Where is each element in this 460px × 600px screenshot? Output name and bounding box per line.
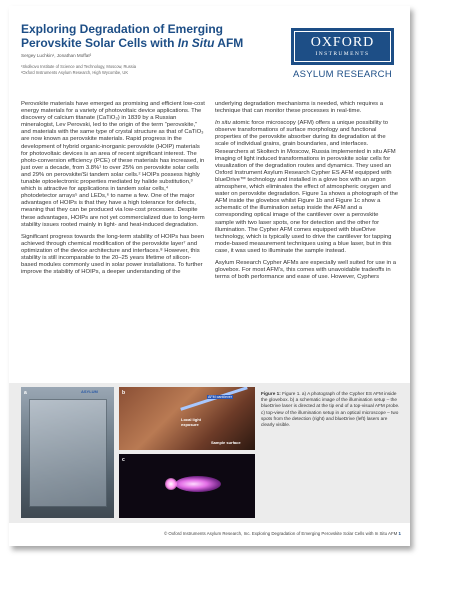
title-line-2-italic: In Situ [177, 36, 215, 50]
figure-1a-photo [21, 387, 114, 518]
callout-local-light: Local light exposure [181, 417, 201, 427]
italic-in-situ: In situ [215, 120, 231, 127]
glovebox-window [29, 399, 107, 507]
page-footer [9, 531, 401, 536]
figure-label-a: a [24, 390, 27, 396]
callout-sample-surface: Sample surface [211, 440, 241, 445]
oxford-instruments-logo [291, 28, 394, 65]
logo-oxford-text: OXFORD [310, 34, 375, 50]
title-line-1: Exploring Degradation of Emerging [21, 22, 224, 36]
logo-subtitle: ASYLUM RESEARCH [293, 69, 392, 80]
paragraph: Significant progress towards the long-term stability of HOIPs has been achieved through chemical modification of the perovskite layer⁷ and optimization of the device architecture and interfaces.⁸ However, this stability is still incomparable to the 20–25 years lifetime of silicon-based modules commonly used in solar power installations. To further improve the stability of HOIPs, a deeper understanding of the [21, 233, 205, 276]
authors: Sergey Luchkin¹, Jonathan Moffat² [21, 53, 92, 58]
body-column-right [215, 101, 399, 286]
figure-1b-schematic [119, 387, 255, 450]
cantilever-glow [175, 476, 221, 492]
page-number: 1 [398, 531, 401, 536]
paragraph: Perovskite materials have emerged as promising and efficient low-cost energy materials for a variety of photovoltaic device applications. The discovery of calcium titanate (CaTiO₃) in 1839 by a Russian mineralogist, Lev Perovski, led to the origin of the term “perovskite,” and materials with the same type of crystal structure as that of CaTiO₃ are now known as perovskite materials. Rapid progress in the development of hybrid organic-inorganic perovskite (HOIP) materials for photovoltaic devices is an area of recent significant interest. The photo-conversion efficiency (PCE) of these materials has increased, in just over a decade, from 3.8%¹ to over 25% on perovskite solar cells and 29% on perovskite/Si tandem solar cells.² HOIPs possess highly tunable optoelectronic properties mediated by halide substitution,³ which is attractive for applications in tandem solar cells,⁴ photodetector arrays⁵ and LEDs,⁶ to name a few. One of the major advantages of HOIPs is that they have a high tolerance for defects, meaning that they can be produced via low-cost processes. Despite these advantages, HOIPs are not yet commercialized due to long-term stability issues rooted mainly in light- and heat-induced degradation. [21, 101, 205, 228]
title-line-2-post: AFM [214, 36, 244, 50]
logo-instruments-text: INSTRUMENTS [315, 50, 370, 57]
title-line-2 [21, 36, 276, 50]
body-column-left [21, 101, 205, 281]
paragraph-text: atomic force microscopy (AFM) offers a unique possibility to observe transformations of surface morphology and functional properties of the perovskite absorber during its degradation at the scale of individual grains, grain boundaries, and interfaces. Researchers at Skoltech in Moscow, Russia implemented in situ AFM imaging of light induced transformations in perovskite solar cells for visualization of the degradation routes and dynamics. They used an Oxford Instrument Asylum Research Cypher ES AFM equipped with blueDrive™ technology and installed in a glove box with an argon atmosphere, which eliminates the effect of atmospheric oxygen and water on perovskite degradation. Figure 1a shows a photograph of the AFM inside the glovebox whilst Figure 1b and Figure 1c show a schematic of the illumination setup inside the AFM and a corresponding optical image of the cantilever over a perovskite sample with two laser spots, one for detection and the other for illumination. The Cypher AFM comes equipped with blueDrive technology, which is typically used to drive the cantilever for tapping mode-based measurement techniques using a blue laser, but in this case, it was used to illuminate the sample instead. [215, 120, 399, 254]
laser-spot [165, 478, 177, 490]
affiliation-1: ¹Skolkovo Institute of Science and Technology, Moscow, Russia [21, 64, 136, 69]
title-line-2-pre: Perovskite Solar Cells with [21, 36, 178, 50]
figure-1c-optical-image [119, 454, 255, 518]
document-page [9, 6, 410, 546]
caption-text: Figure 1. a) A photograph of the Cypher ES AFM inside the glovebox. b) a schematic image of the illumination setup – the blueDrive laser is directed at the tip end of a top-visual AFM probe. c) top-view of the illumination setup in an optical microscope – two spots from the detection (right) and blueDrive (left) lasers are clearly visible. [261, 391, 400, 428]
document-title [21, 22, 276, 50]
figure-caption [261, 391, 401, 428]
affiliation-2: ²Oxford Instruments Asylum Research, High Wycombe, UK [21, 70, 129, 75]
footer-text: © Oxford Instruments Asylum Research, Inc. Exploring Degradation of Emerging Perovskite Solar Cells with In Situ AFM [163, 531, 398, 536]
callout-afm-cantilever: AFM cantilever [208, 395, 232, 399]
paragraph: Asylum Research Cypher AFMs are especially well suited for use in a glovebox. For most AFM’s, this comes with unavoidable tradeoffs in terms of both performance and ease of use. However, Cyphers [215, 259, 397, 281]
affiliations [21, 64, 136, 76]
caption-lead: Figure 1: [261, 391, 281, 396]
figure-label-b: b [122, 390, 126, 396]
paragraph [215, 120, 399, 255]
paragraph: underlying degradation mechanisms is needed, which requires a technique that can monitor these processes in real-time. [215, 101, 383, 115]
logo-inner-frame [294, 31, 391, 62]
figure-label-c: c [122, 457, 125, 463]
photo-brand-tag: ASYLUM [81, 389, 98, 394]
